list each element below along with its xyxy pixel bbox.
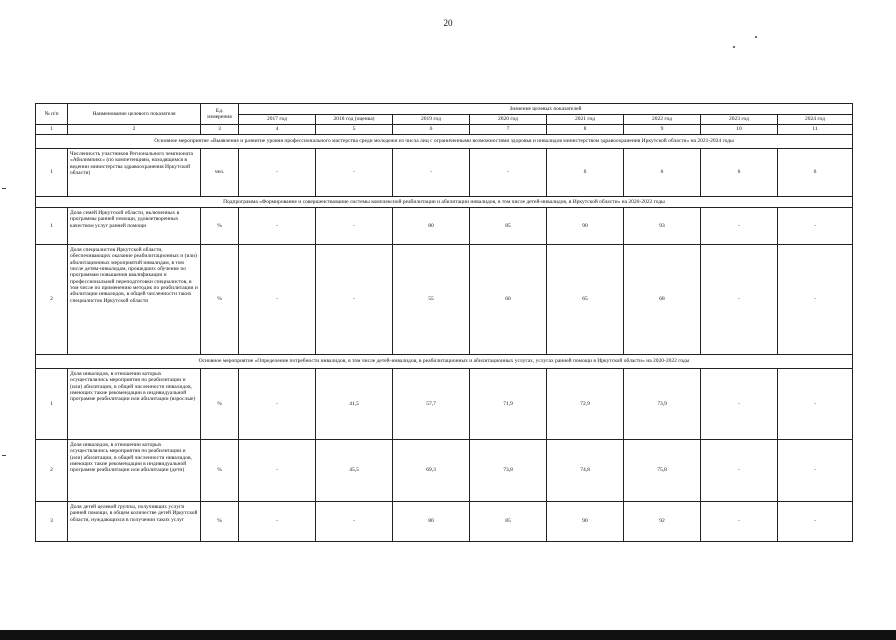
value-cell: 6 (778, 149, 853, 197)
value-cell: 65 (547, 245, 624, 355)
value-cell: 73,9 (624, 369, 701, 440)
header-num: № п/п (36, 104, 68, 125)
table-row (36, 369, 853, 440)
indicator-name: Доля семей Иркутской области, включенных в программы ранней помощи, удовлетворенных качеством услуг ранней помощи (68, 208, 201, 245)
column-number: 2 (68, 125, 201, 135)
header-name: Наименование целевого показателя (68, 104, 201, 125)
value-cell: 74,8 (547, 440, 624, 502)
value-cell: - (701, 502, 778, 542)
header-year: 2022 год (624, 115, 701, 125)
value-cell: - (778, 245, 853, 355)
column-number: 9 (624, 125, 701, 135)
value-cell: - (470, 149, 547, 197)
row-num: 2 (36, 245, 68, 355)
value-cell: - (239, 245, 316, 355)
value-cell: - (239, 502, 316, 542)
value-cell: - (239, 149, 316, 197)
row-num: 1 (36, 149, 68, 197)
row-num: 1 (36, 208, 68, 245)
indicator-name: Доля инвалидов, в отношении которых осуществлялись мероприятия по реабилитации и (или) абилитации, в общей численности инвалидов, имеющих такие рекомендации в индивидуальной программе реабилитации или абилитации (взрослые) (68, 369, 201, 440)
table-row (36, 245, 853, 355)
unit-cell: % (201, 369, 239, 440)
value-cell: 73,8 (470, 440, 547, 502)
value-cell: 85 (470, 502, 547, 542)
header-year: 2023 год (701, 115, 778, 125)
page-number: 20 (443, 18, 453, 28)
section-title: Основное мероприятие «Выявление и развитие уровня профессионального мастерства среди молодежи из числа лиц с ограниченными возможностями здоровья и инвалидов министерством здравоохранения Иркутской области» на 2021-2024 годы (36, 135, 853, 149)
value-cell: 6 (624, 149, 701, 197)
target-indicators-table (35, 103, 853, 542)
value-cell: 60 (470, 245, 547, 355)
value-cell: 6 (547, 149, 624, 197)
value-cell: - (239, 208, 316, 245)
value-cell: 75,8 (624, 440, 701, 502)
section-title: Основное мероприятие «Определение потребности инвалидов, в том числе детей-инвалидов, в реабилитационных и абилитационных услугах, услугах ранней помощи в Иркутской области» на 2020-2022 годы (36, 355, 853, 369)
indicator-name: Численность участников Регионального чемпионата «Абилимпикс» (по компетенциям, находящимся в ведении министерства здравоохранения Иркутской области) (68, 149, 201, 197)
header-year: 2018 год (оценка) (316, 115, 393, 125)
scan-speck (733, 46, 735, 48)
header-year: 2024 год (778, 115, 853, 125)
column-number: 1 (36, 125, 68, 135)
unit-cell: % (201, 440, 239, 502)
value-cell: 41,5 (316, 369, 393, 440)
value-cell: 68 (624, 245, 701, 355)
column-number: 8 (547, 125, 624, 135)
value-cell: - (316, 245, 393, 355)
value-cell: - (701, 245, 778, 355)
header-year: 2017 год (239, 115, 316, 125)
row-num: 2 (36, 440, 68, 502)
row-num: 1 (36, 369, 68, 440)
column-number: 4 (239, 125, 316, 135)
value-cell: 80 (393, 208, 470, 245)
scan-mark (2, 188, 6, 189)
column-number: 7 (470, 125, 547, 135)
header-unit: Ед. измерения (201, 104, 239, 125)
value-cell: - (701, 369, 778, 440)
value-cell: - (701, 440, 778, 502)
value-cell: - (778, 440, 853, 502)
column-number: 3 (201, 125, 239, 135)
value-cell: - (701, 208, 778, 245)
header-year: 2021 год (547, 115, 624, 125)
value-cell: - (316, 502, 393, 542)
value-cell: 90 (547, 208, 624, 245)
value-cell: 57,7 (393, 369, 470, 440)
column-number: 5 (316, 125, 393, 135)
unit-cell: чел. (201, 149, 239, 197)
header-year: 2020 год (470, 115, 547, 125)
header-values-group: Значение целевых показателей (239, 104, 853, 115)
column-numbers-row (36, 125, 853, 135)
table-row (36, 440, 853, 502)
value-cell: 6 (701, 149, 778, 197)
value-cell: - (316, 208, 393, 245)
column-number: 11 (778, 125, 853, 135)
value-cell: 85 (470, 208, 547, 245)
value-cell: - (239, 369, 316, 440)
value-cell: 80 (393, 502, 470, 542)
table-row (36, 149, 853, 197)
value-cell: 92 (624, 502, 701, 542)
table-row (36, 502, 853, 542)
section-title: Подпрограмма «Формирование и совершенствование системы комплексной реабилитации и абилитации инвалидов, в том числе детей-инвалидов, в Иркутской области» на 2020-2022 годы (36, 197, 853, 208)
scan-speck (755, 36, 757, 38)
indicator-name: Доля специалистов Иркутской области, обеспечивающих оказание реабилитационных и (или) абилитационных мероприятий инвалидам, в том числе детям-инвалидам, прошедших обучение по программам повышения квалификации и профессиональной переподготовки специалистов, в том числе по применению методик по реабилитации и абилитации инвалидов, в общей численности таких специалистов Иркутской области (68, 245, 201, 355)
indicator-name: Доля детей целевой группы, получивших услуги ранней помощи, в общем количестве детей Иркутской области, нуждающихся в получении таких услуг (68, 502, 201, 542)
scan-mark (2, 455, 6, 456)
value-cell: 93 (624, 208, 701, 245)
value-cell: 55 (393, 245, 470, 355)
value-cell: - (316, 149, 393, 197)
table-row (36, 208, 853, 245)
value-cell: 72,9 (547, 369, 624, 440)
row-num: 3 (36, 502, 68, 542)
value-cell: 90 (547, 502, 624, 542)
value-cell: - (778, 208, 853, 245)
value-cell: 45,5 (316, 440, 393, 502)
value-cell: 71,9 (470, 369, 547, 440)
indicator-name: Доля инвалидов, в отношении которых осуществлялись мероприятия по реабилитации и (или) абилитации, в общей численности инвалидов, имеющих такие рекомендации в индивидуальной программе реабилитации или абилитации (дети) (68, 440, 201, 502)
unit-cell: % (201, 502, 239, 542)
value-cell: - (393, 149, 470, 197)
value-cell: - (239, 440, 316, 502)
unit-cell: % (201, 245, 239, 355)
value-cell: - (778, 369, 853, 440)
header-year: 2019 год (393, 115, 470, 125)
value-cell: - (778, 502, 853, 542)
column-number: 10 (701, 125, 778, 135)
unit-cell: % (201, 208, 239, 245)
column-number: 6 (393, 125, 470, 135)
scan-bottom-edge (0, 630, 896, 640)
value-cell: 69,3 (393, 440, 470, 502)
